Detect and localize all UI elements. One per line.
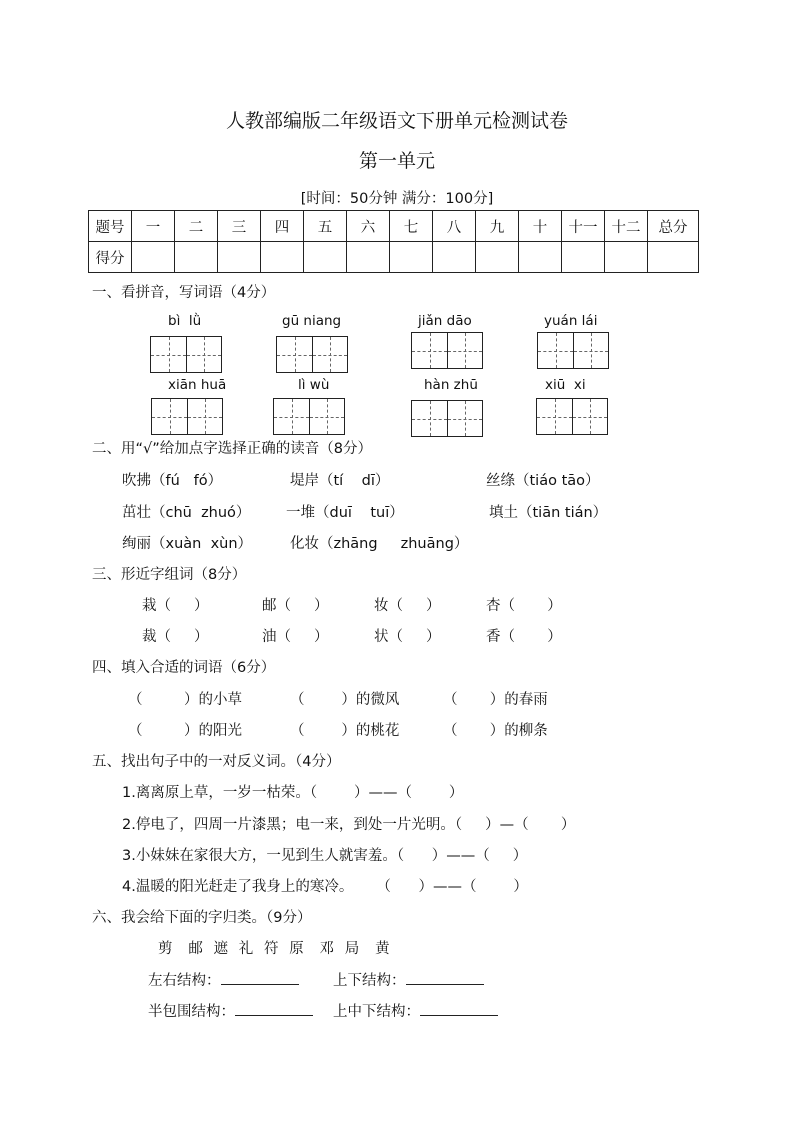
unit-title: 第一单元 bbox=[358, 150, 435, 172]
word-group-item[interactable]: 邮（ ） bbox=[262, 598, 329, 614]
pinyin-label: gū niang bbox=[282, 313, 342, 329]
score-cell: 四 bbox=[261, 211, 304, 242]
fill-word-item[interactable]: （ ）的微风 bbox=[290, 692, 400, 708]
left-right-structure bbox=[148, 969, 299, 990]
antonym-item[interactable]: 1.离离原上草，一岁一枯荣。（ ）——（ ） bbox=[122, 785, 464, 801]
antonym-item[interactable]: 2.停电了，四周一片漆黑；电一来，到处一片光明。（ ）—（ ） bbox=[122, 817, 576, 833]
score-input[interactable] bbox=[519, 242, 562, 273]
pinyin-label: bì lǜ bbox=[168, 313, 202, 329]
word-group-item[interactable]: 妆（ ） bbox=[374, 598, 441, 614]
fill-word-item[interactable]: （ ）的桃花 bbox=[290, 723, 400, 739]
pronunciation-item[interactable]: 吹拂（fú fó） bbox=[122, 473, 223, 489]
category-label: 上下结构： bbox=[333, 973, 406, 989]
score-cell: 三 bbox=[218, 211, 261, 242]
word-group-item[interactable]: 状（ ） bbox=[374, 629, 441, 645]
answer-blank[interactable] bbox=[420, 1001, 498, 1016]
pinyin-label: lì wù bbox=[298, 377, 330, 393]
pronunciation-item[interactable]: 一堆（duī tuī） bbox=[286, 505, 404, 521]
answer-blank[interactable] bbox=[235, 1001, 313, 1016]
fill-word-item[interactable]: （ ）的小草 bbox=[128, 692, 242, 708]
pronunciation-item[interactable]: 绚丽（xuàn xùn） bbox=[122, 536, 253, 552]
score-input[interactable] bbox=[261, 242, 304, 273]
fill-word-item[interactable]: （ ）的春雨 bbox=[443, 692, 548, 708]
score-input[interactable] bbox=[390, 242, 433, 273]
top-bottom-structure bbox=[333, 969, 484, 990]
writing-grid[interactable] bbox=[411, 400, 483, 437]
score-table bbox=[88, 210, 699, 273]
section2-heading: 二、用“√”给加点字选择正确的读音（8分） bbox=[92, 441, 372, 457]
pinyin-label: hàn zhū bbox=[424, 377, 478, 393]
writing-grid[interactable] bbox=[150, 336, 222, 373]
section5-heading: 五、找出句子中的一对反义词。（4分） bbox=[92, 754, 341, 770]
score-cell: 八 bbox=[433, 211, 476, 242]
word-group-item[interactable]: 杏（ ） bbox=[486, 598, 562, 614]
time-info: [时间：50分钟 满分：100分] bbox=[300, 191, 494, 207]
character-list: 剪 邮 遮 礼 符 原 邓 局 黄 bbox=[158, 941, 391, 957]
section1-heading: 一、看拼音，写词语（4分） bbox=[92, 285, 276, 301]
score-cell: 总分 bbox=[648, 211, 699, 242]
score-value-row bbox=[89, 242, 699, 273]
score-cell: 一 bbox=[132, 211, 175, 242]
score-input[interactable] bbox=[175, 242, 218, 273]
writing-grid[interactable] bbox=[276, 336, 348, 373]
word-group-item[interactable]: 栽（ ） bbox=[142, 598, 209, 614]
section4-heading: 四、填入合适的词语（6分） bbox=[92, 660, 276, 676]
score-input[interactable] bbox=[132, 242, 175, 273]
score-input[interactable] bbox=[648, 242, 699, 273]
writing-grid[interactable] bbox=[273, 398, 345, 435]
score-input[interactable] bbox=[304, 242, 347, 273]
score-cell: 九 bbox=[476, 211, 519, 242]
score-cell: 二 bbox=[175, 211, 218, 242]
pinyin-label: yuán lái bbox=[544, 313, 598, 329]
score-cell: 十一 bbox=[562, 211, 605, 242]
pronunciation-item[interactable]: 化妆（zhāng zhuāng） bbox=[290, 536, 469, 552]
score-input[interactable] bbox=[347, 242, 390, 273]
writing-grid[interactable] bbox=[536, 398, 608, 435]
score-cell: 十 bbox=[519, 211, 562, 242]
score-cell: 题号 bbox=[89, 211, 132, 242]
antonym-item[interactable]: 4.温暖的阳光赶走了我身上的寒冷。 （ ）——（ ） bbox=[122, 879, 528, 895]
exam-title: 人教部编版二年级语文下册单元检测试卷 bbox=[225, 110, 568, 132]
score-cell: 十二 bbox=[605, 211, 648, 242]
score-cell: 五 bbox=[304, 211, 347, 242]
pronunciation-item[interactable]: 丝绦（tiáo tāo） bbox=[486, 473, 600, 489]
top-middle-bottom-structure bbox=[333, 1000, 498, 1021]
score-header-row bbox=[89, 211, 699, 242]
answer-blank[interactable] bbox=[406, 970, 484, 985]
score-input[interactable] bbox=[476, 242, 519, 273]
pinyin-label: xiān huā bbox=[168, 377, 227, 393]
section3-heading: 三、形近字组词（8分） bbox=[92, 567, 247, 583]
category-label: 半包围结构： bbox=[148, 1004, 235, 1020]
pinyin-label: xiū xi bbox=[545, 377, 586, 393]
score-input[interactable] bbox=[433, 242, 476, 273]
word-group-item[interactable]: 油（ ） bbox=[262, 629, 329, 645]
word-group-item[interactable]: 裁（ ） bbox=[142, 629, 209, 645]
score-input[interactable] bbox=[605, 242, 648, 273]
writing-grid[interactable] bbox=[537, 332, 609, 369]
semi-enclosed-structure bbox=[148, 1000, 313, 1021]
answer-blank[interactable] bbox=[221, 970, 299, 985]
writing-grid[interactable] bbox=[411, 332, 483, 369]
section6-heading: 六、我会给下面的字归类。（9分） bbox=[92, 910, 312, 926]
score-input[interactable] bbox=[562, 242, 605, 273]
fill-word-item[interactable]: （ ）的阳光 bbox=[128, 723, 242, 739]
antonym-item[interactable]: 3.小妹妹在家很大方，一见到生人就害羞。（ ）——（ ） bbox=[122, 848, 528, 864]
score-cell: 六 bbox=[347, 211, 390, 242]
pronunciation-item[interactable]: 填土（tiān tián） bbox=[489, 505, 608, 521]
pronunciation-item[interactable]: 堤岸（tí dī） bbox=[290, 473, 390, 489]
pronunciation-item[interactable]: 茁壮（chū zhuó） bbox=[122, 505, 251, 521]
pinyin-label: jiǎn dāo bbox=[418, 313, 472, 329]
writing-grid[interactable] bbox=[151, 398, 223, 435]
score-cell: 七 bbox=[390, 211, 433, 242]
score-label: 得分 bbox=[89, 242, 132, 273]
category-label: 上中下结构： bbox=[333, 1004, 420, 1020]
fill-word-item[interactable]: （ ）的柳条 bbox=[443, 723, 548, 739]
score-input[interactable] bbox=[218, 242, 261, 273]
word-group-item[interactable]: 香（ ） bbox=[486, 629, 562, 645]
category-label: 左右结构： bbox=[148, 973, 221, 989]
